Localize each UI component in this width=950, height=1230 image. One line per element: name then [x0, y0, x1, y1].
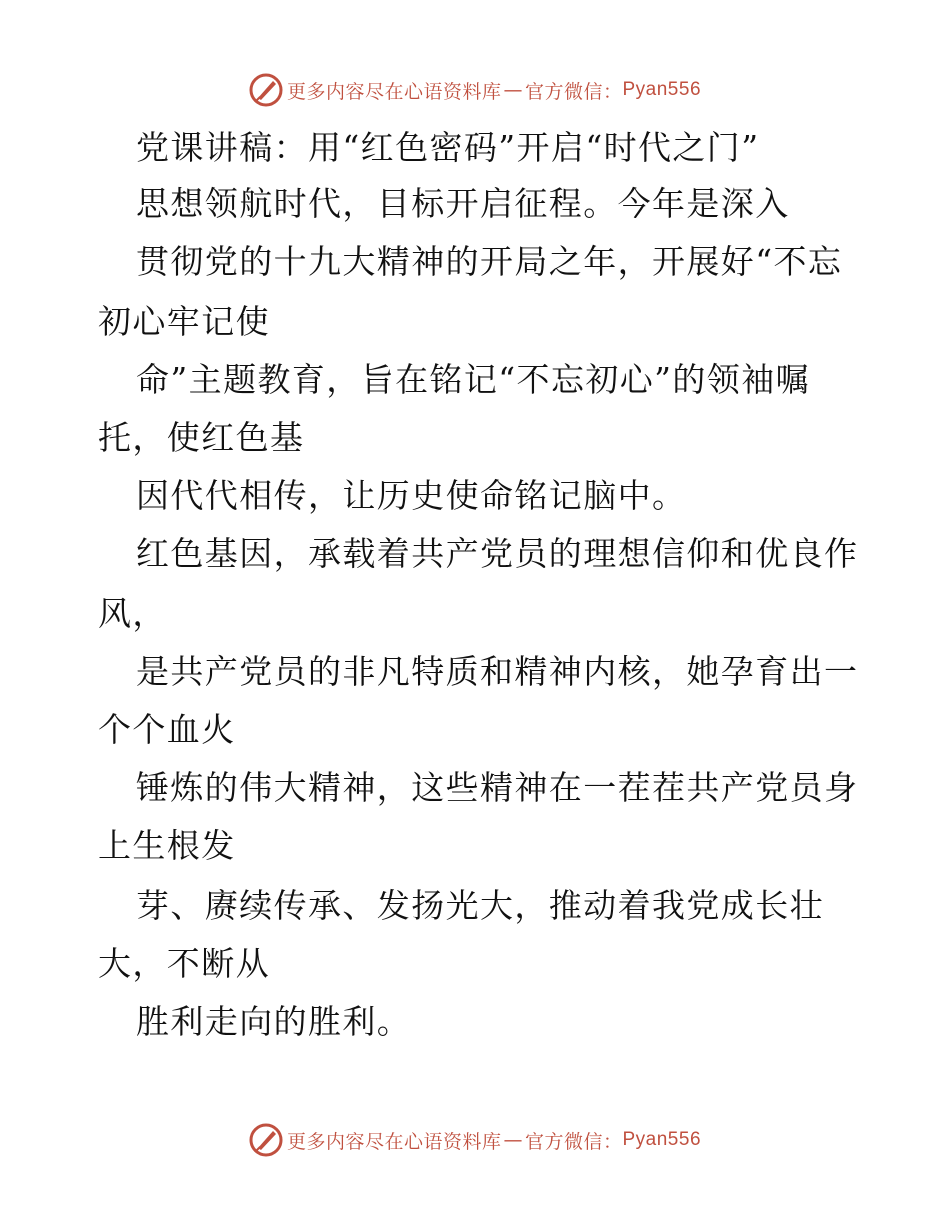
- footer-watermark: [0, 1122, 950, 1158]
- text-line: 芽、赓续传承、发扬光大，推动着我党成长壮: [136, 886, 824, 925]
- text-line: 是共产党员的非凡特质和精神内核，她孕育出一: [136, 652, 859, 691]
- feather-logo-icon: [249, 1123, 283, 1157]
- watermark-id: Pyan556: [622, 1129, 702, 1150]
- text-line: 贯彻党的十九大精神的开局之年，开展好“不忘: [136, 242, 843, 281]
- text-line: 个个血火: [98, 710, 236, 749]
- watermark-text: 更多内容尽在心语资料库: [286, 80, 502, 103]
- watermark-id: Pyan556: [622, 79, 702, 100]
- feather-logo-icon: [249, 73, 283, 107]
- text-line: 上生根发: [98, 826, 236, 865]
- header-watermark: [0, 72, 950, 108]
- watermark-dash: —: [503, 1129, 523, 1151]
- watermark-suffix: 官方微信：: [524, 80, 623, 103]
- watermark-text: 更多内容尽在心语资料库: [286, 1130, 502, 1153]
- text-line: 因代代相传，让历史使命铭记脑中。: [136, 476, 687, 515]
- watermark-dash: —: [503, 79, 523, 101]
- text-line: 命”主题教育，旨在铭记“不忘初心”的领袖嘱: [136, 360, 811, 399]
- watermark-suffix: 官方微信：: [524, 1130, 623, 1153]
- text-line: 风，: [98, 594, 167, 633]
- text-line: 大，不断从: [98, 944, 270, 983]
- text-line: 托，使红色基: [98, 418, 305, 457]
- document-title: 党课讲稿：用“红色密码”开启“时代之门”: [136, 128, 760, 167]
- text-line: 初心牢记使: [98, 302, 270, 341]
- text-line: 锤炼的伟大精神，这些精神在一茬茬共产党员身: [136, 768, 859, 807]
- text-line: 红色基因，承载着共产党员的理想信仰和优良作: [136, 534, 859, 573]
- text-line: 胜利走向的胜利。: [136, 1002, 412, 1041]
- text-line: 思想领航时代，目标开启征程。今年是深入: [136, 184, 790, 223]
